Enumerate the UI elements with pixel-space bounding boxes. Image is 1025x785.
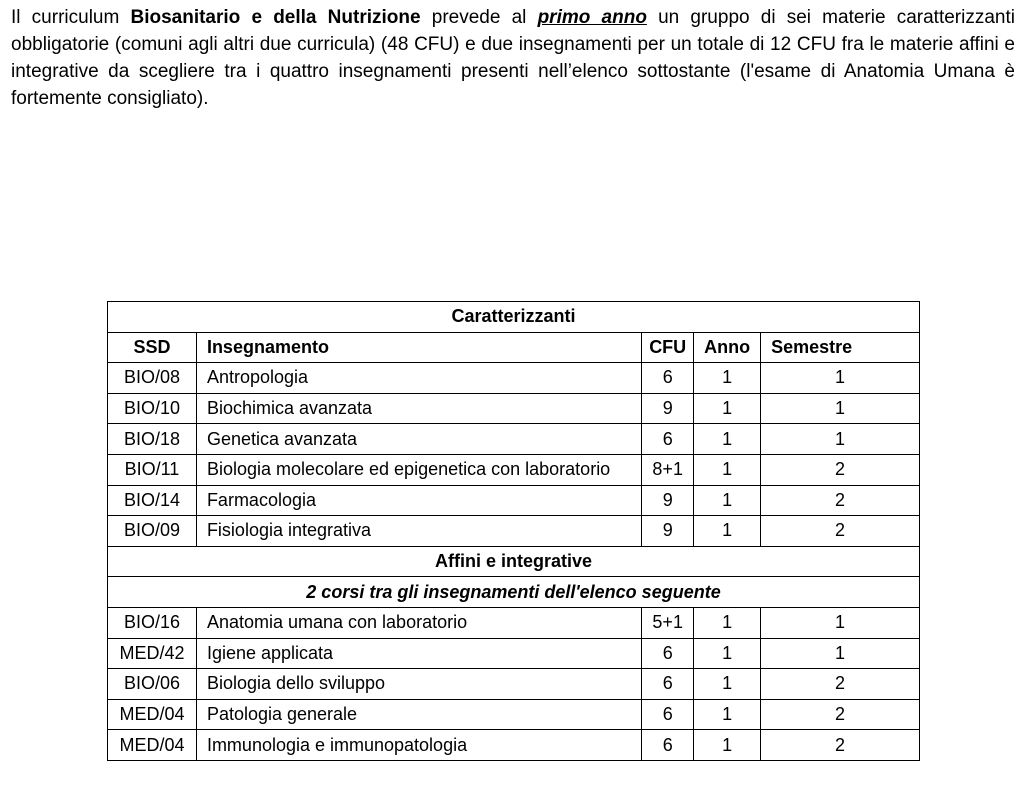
header-row — [108, 332, 920, 363]
cell-anno: 1 — [694, 424, 761, 455]
cell-anno: 1 — [694, 393, 761, 424]
cell-anno: 1 — [694, 699, 761, 730]
cell-insegnamento: Antropologia — [196, 363, 641, 394]
cell-cfu: 5+1 — [642, 607, 694, 638]
cell-cfu: 6 — [642, 699, 694, 730]
cell-ssd: BIO/18 — [108, 424, 197, 455]
curriculum-name: Biosanitario e della Nutrizione — [130, 7, 421, 28]
cell-ssd: MED/04 — [108, 730, 197, 761]
table-row — [108, 424, 920, 455]
intro-text-3: un gruppo di sei materie caratterizzanti obbligatorie (comuni agli altri due curricula) (48 CFU) e due insegnamenti per un totale di 12 CFU fra le materie affini e integrative da scegliere tra i quattro insegnamenti presenti nell’elenco sottostante (l'esame di Anatomia Umana è fortemente consigliato). — [11, 7, 1015, 109]
cell-cfu: 6 — [642, 424, 694, 455]
cell-ssd: BIO/06 — [108, 669, 197, 700]
section-title-affini: Affini e integrative — [108, 546, 920, 577]
table-row — [108, 669, 920, 700]
header-ssd: SSD — [108, 332, 197, 363]
cell-ssd: BIO/10 — [108, 393, 197, 424]
cell-cfu: 9 — [642, 485, 694, 516]
table-row — [108, 485, 920, 516]
cell-semestre: 2 — [761, 669, 920, 700]
cell-semestre: 2 — [761, 699, 920, 730]
cell-cfu: 6 — [642, 363, 694, 394]
cell-cfu: 6 — [642, 669, 694, 700]
cell-semestre: 1 — [761, 393, 920, 424]
section-row-caratterizzanti — [108, 302, 920, 333]
year-emphasis: primo anno — [537, 7, 647, 28]
table-row — [108, 730, 920, 761]
cell-anno: 1 — [694, 607, 761, 638]
header-anno: Anno — [694, 332, 761, 363]
header-cfu: CFU — [642, 332, 694, 363]
courses-table — [107, 301, 920, 761]
cell-insegnamento: Igiene applicata — [196, 638, 641, 669]
cell-ssd: MED/42 — [108, 638, 197, 669]
cell-anno: 1 — [694, 454, 761, 485]
cell-semestre: 2 — [761, 730, 920, 761]
cell-ssd: BIO/16 — [108, 607, 197, 638]
section-row-affini-subtitle — [108, 577, 920, 608]
cell-ssd: BIO/11 — [108, 454, 197, 485]
cell-insegnamento: Patologia generale — [196, 699, 641, 730]
cell-anno: 1 — [694, 638, 761, 669]
cell-insegnamento: Biologia molecolare ed epigenetica con laboratorio — [196, 454, 641, 485]
header-semestre: Semestre — [761, 332, 920, 363]
cell-cfu: 6 — [642, 638, 694, 669]
cell-ssd: BIO/09 — [108, 516, 197, 547]
cell-insegnamento: Biochimica avanzata — [196, 393, 641, 424]
table-row — [108, 363, 920, 394]
table-row — [108, 607, 920, 638]
table-row — [108, 699, 920, 730]
table-row — [108, 638, 920, 669]
cell-cfu: 6 — [642, 730, 694, 761]
cell-ssd: BIO/14 — [108, 485, 197, 516]
table-row — [108, 516, 920, 547]
cell-insegnamento: Farmacologia — [196, 485, 641, 516]
cell-semestre: 1 — [761, 607, 920, 638]
intro-paragraph — [11, 4, 1015, 112]
intro-text-1: Il curriculum — [11, 7, 131, 28]
cell-semestre: 1 — [761, 638, 920, 669]
cell-anno: 1 — [694, 730, 761, 761]
table-row — [108, 393, 920, 424]
cell-semestre: 2 — [761, 516, 920, 547]
cell-anno: 1 — [694, 485, 761, 516]
cell-semestre: 2 — [761, 454, 920, 485]
courses-table-body — [108, 302, 920, 761]
cell-semestre: 1 — [761, 424, 920, 455]
section-subtitle-affini: 2 corsi tra gli insegnamenti dell'elenco seguente — [108, 577, 920, 608]
cell-insegnamento: Biologia dello sviluppo — [196, 669, 641, 700]
section-title-caratterizzanti: Caratterizzanti — [108, 302, 920, 333]
header-insegnamento: Insegnamento — [196, 332, 641, 363]
cell-insegnamento: Fisiologia integrativa — [196, 516, 641, 547]
cell-cfu: 9 — [642, 516, 694, 547]
cell-insegnamento: Immunologia e immunopatologia — [196, 730, 641, 761]
cell-insegnamento: Anatomia umana con laboratorio — [196, 607, 641, 638]
cell-insegnamento: Genetica avanzata — [196, 424, 641, 455]
cell-ssd: BIO/08 — [108, 363, 197, 394]
cell-ssd: MED/04 — [108, 699, 197, 730]
cell-semestre: 2 — [761, 485, 920, 516]
cell-cfu: 8+1 — [642, 454, 694, 485]
table-row — [108, 454, 920, 485]
cell-anno: 1 — [694, 669, 761, 700]
cell-anno: 1 — [694, 516, 761, 547]
cell-cfu: 9 — [642, 393, 694, 424]
cell-semestre: 1 — [761, 363, 920, 394]
intro-text-2: prevede al — [420, 7, 538, 28]
section-row-affini — [108, 546, 920, 577]
cell-anno: 1 — [694, 363, 761, 394]
